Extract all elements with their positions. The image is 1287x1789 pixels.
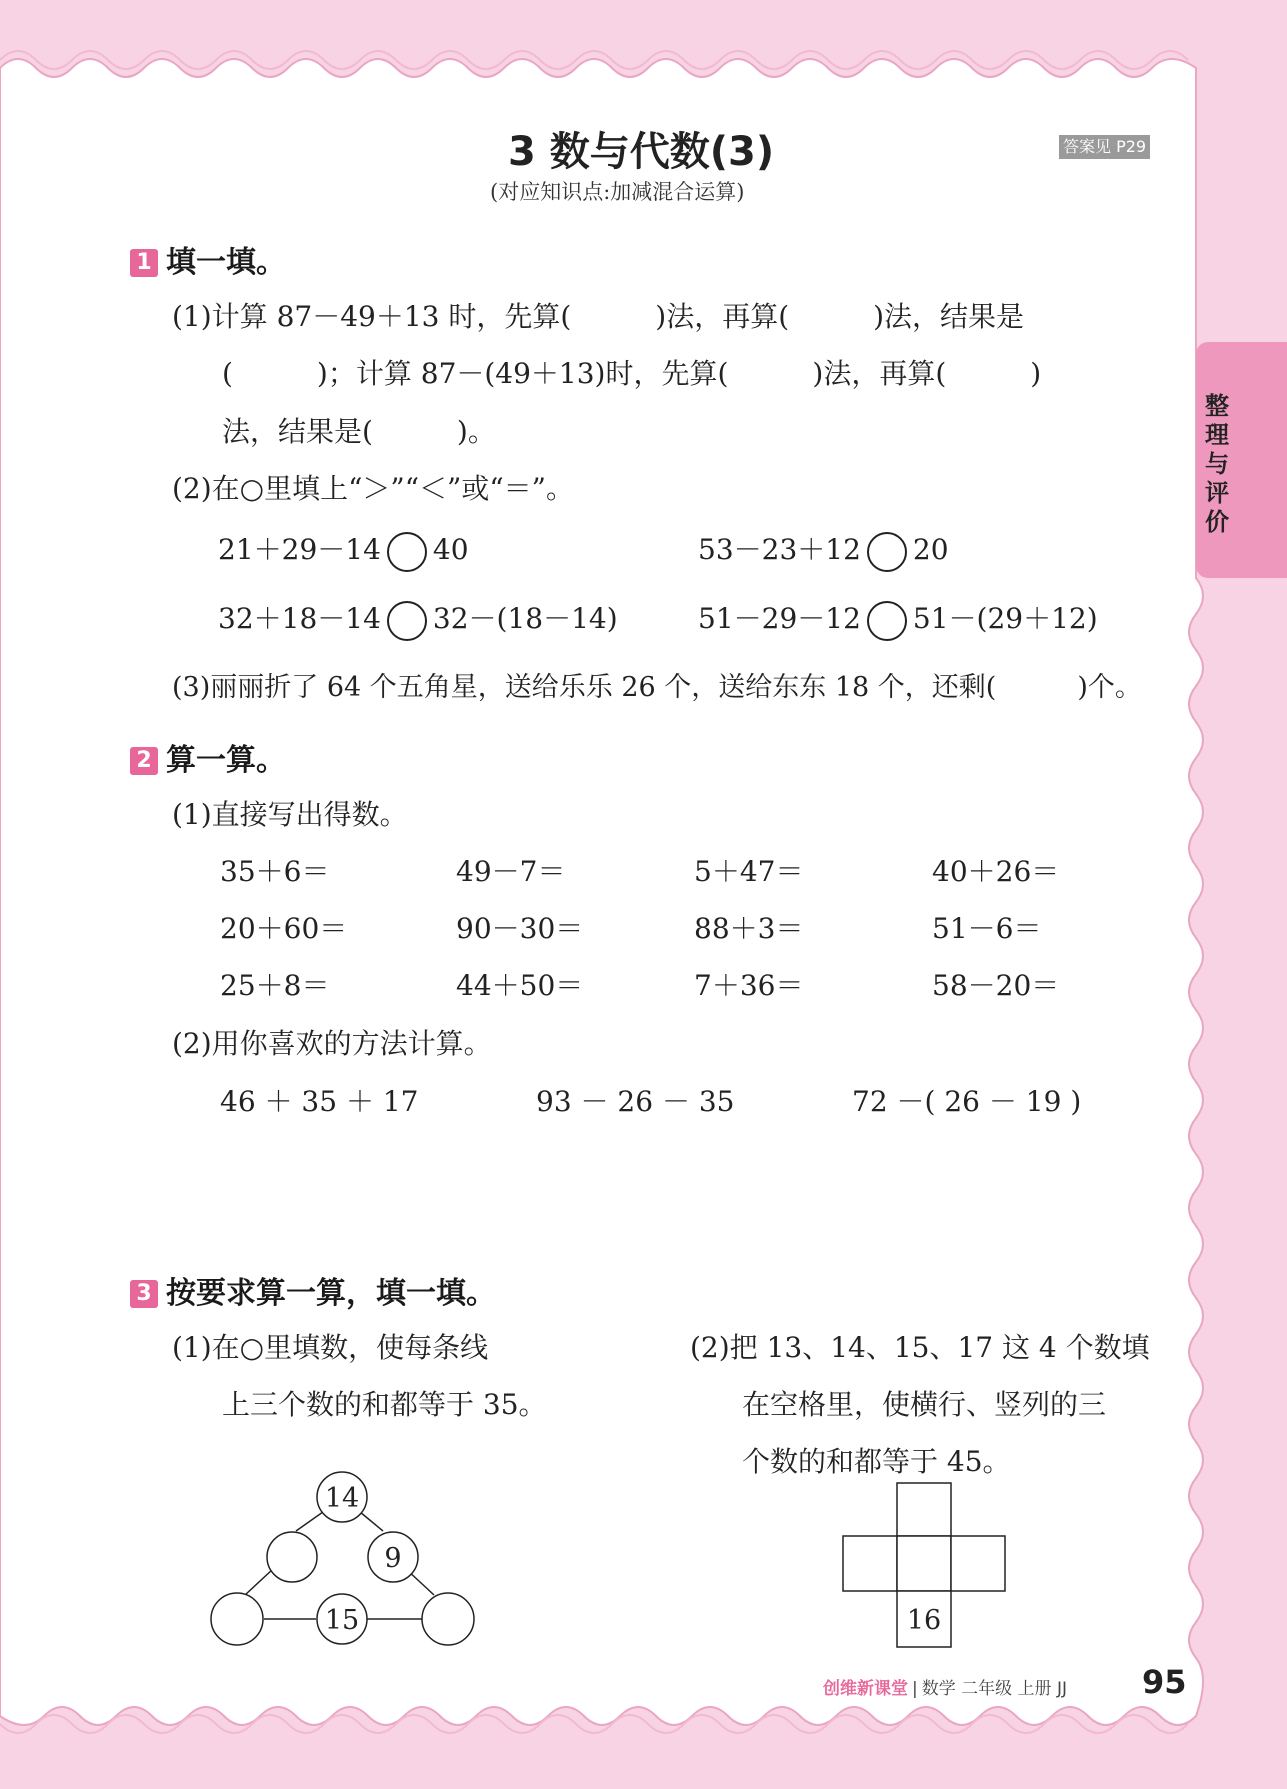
page-title: 3 数与代数(3): [508, 129, 775, 175]
triangle-circle-left-mid: [267, 1532, 317, 1582]
calc-item: 20＋60＝: [220, 912, 348, 945]
calc-item: 5＋47＝: [694, 855, 804, 888]
section-2-heading: [130, 735, 286, 779]
section-3-number: 3: [130, 1280, 158, 1308]
compare-right: 51－(29＋12): [912, 602, 1098, 635]
section-1-heading: [130, 237, 286, 281]
cross-value-bottom: 16: [906, 1605, 942, 1636]
cross-cell-right: [951, 1536, 1005, 1591]
compare-left: 51－29－12: [698, 602, 861, 635]
compare-left: 32＋18－14: [218, 602, 381, 635]
footer-brand: 创维新课堂: [823, 1679, 908, 1699]
compare-item-2: [698, 528, 949, 572]
cross-cell-center: [897, 1536, 951, 1591]
calc-expression: 93 － 26 － 35: [536, 1085, 735, 1118]
calc-item: 88＋3＝: [694, 912, 804, 945]
s3-q1-line1: (1)在○里填数，使每条线: [172, 1331, 489, 1364]
compare-left: 53－23＋12: [698, 533, 861, 566]
page-number: 95: [1142, 1663, 1187, 1701]
triangle-circle-bottom-left: [211, 1593, 263, 1645]
calc-item: 44＋50＝: [456, 969, 584, 1002]
footer-info-bar: [823, 1674, 1067, 1699]
compare-circle-blank[interactable]: [387, 601, 427, 641]
calc-expression: 72 －( 26 － 19 ): [852, 1085, 1082, 1118]
cross-grid-diagram: [842, 1482, 1007, 1648]
section-1-number: 1: [130, 249, 158, 277]
compare-circle-blank[interactable]: [867, 532, 907, 572]
compare-right: 40: [432, 533, 469, 566]
triangle-value-bottom-mid: 15: [324, 1605, 360, 1636]
calc-expression: 46 ＋ 35 ＋ 17: [220, 1085, 419, 1118]
footer-book-info: 数学 二年级 上册 JJ: [921, 1679, 1067, 1699]
s1-q3: (3)丽丽折了 64 个五角星，送给乐乐 26 个，送给东东 18 个，还剩( )个。: [172, 672, 1142, 703]
s1-q1-line1: (1)计算 87－49＋13 时，先算( )法，再算( )法，结果是: [172, 300, 1025, 333]
triangle-value-top: 14: [324, 1483, 360, 1514]
compare-item-3: [218, 597, 618, 641]
compare-right: 32－(18－14): [432, 602, 618, 635]
s3-q2-line3: 个数的和都等于 45。: [742, 1445, 1011, 1478]
section-2-title: 算一算。: [166, 743, 286, 778]
compare-left: 21＋29－14: [218, 533, 381, 566]
compare-right: 20: [912, 533, 949, 566]
footer-divider: |: [912, 1679, 918, 1699]
compare-circle-blank[interactable]: [867, 601, 907, 641]
triangle-diagram: [200, 1465, 490, 1655]
calc-item: 51－6＝: [932, 912, 1042, 945]
section-1-title: 填一填。: [166, 245, 286, 280]
triangle-value-right-mid: 9: [384, 1543, 402, 1574]
s1-q1-line2: ( )；计算 87－(49＋13)时，先算( )法，再算( ): [222, 357, 1042, 390]
s1-q1-line3: 法，结果是( )。: [222, 415, 496, 448]
section-2-number: 2: [130, 747, 158, 775]
calc-item: 90－30＝: [456, 912, 584, 945]
compare-circle-blank[interactable]: [387, 532, 427, 572]
calc-item: 49－7＝: [456, 855, 566, 888]
cross-cell-left: [843, 1536, 897, 1591]
cross-cell-top: [897, 1483, 951, 1536]
calc-item: 58－20＝: [932, 969, 1060, 1002]
section-3-title: 按要求算一算，填一填。: [166, 1276, 496, 1311]
calc-item: 35＋6＝: [220, 855, 330, 888]
s3-q1-line2: 上三个数的和都等于 35。: [222, 1388, 547, 1421]
calc-item: 40＋26＝: [932, 855, 1060, 888]
page-subtitle: (对应知识点:加减混合运算): [490, 180, 745, 204]
calc-item: 7＋36＝: [694, 969, 804, 1002]
answer-reference-badge: 答案见 P29: [1059, 135, 1150, 159]
s3-q2-line1: (2)把 13、14、15、17 这 4 个数填: [690, 1331, 1150, 1364]
section-3-heading: [130, 1268, 496, 1312]
s3-q2-line2: 在空格里，使横行、竖列的三: [742, 1388, 1107, 1421]
compare-item-1: [218, 528, 469, 572]
calc-item: 25＋8＝: [220, 969, 330, 1002]
s2-q1-instruction: (1)直接写出得数。: [172, 798, 408, 831]
compare-item-4: [698, 597, 1098, 641]
s2-q2-instruction: (2)用你喜欢的方法计算。: [172, 1027, 492, 1060]
triangle-circle-bottom-right: [422, 1593, 474, 1645]
s1-q2-instruction: (2)在○里填上“＞”“＜”或“＝”。: [172, 472, 574, 505]
side-tab-label: 整理与评价: [1205, 392, 1229, 536]
